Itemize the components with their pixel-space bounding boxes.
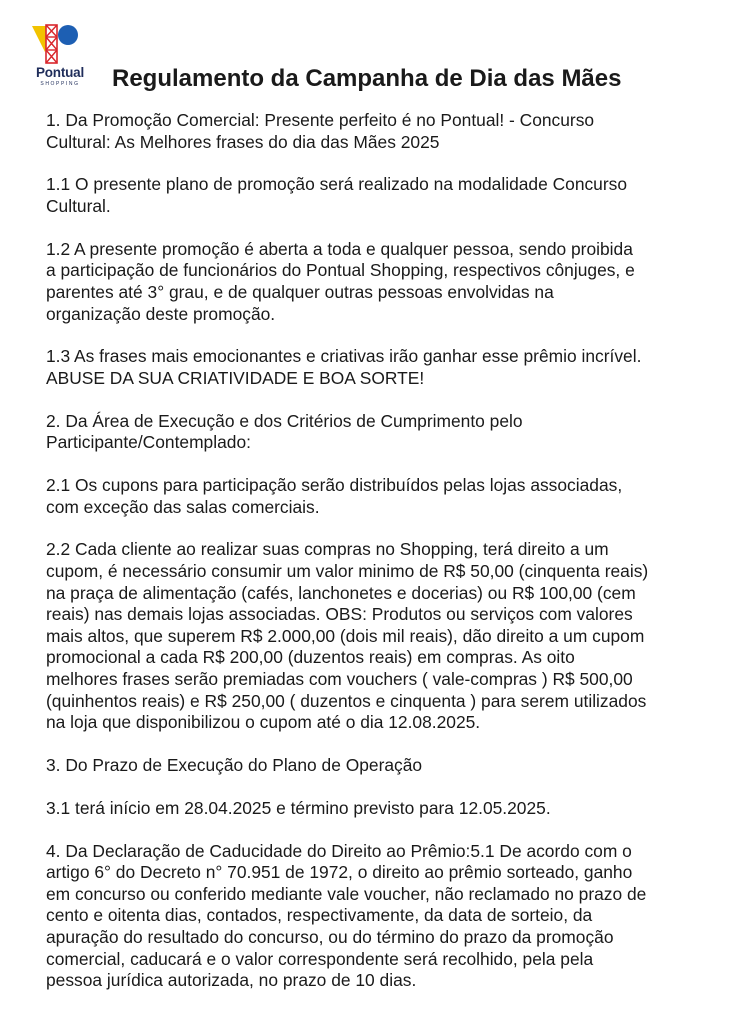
paragraph-1-2: 1.2 A presente promoção é aberta a toda e qualquer pessoa, sendo proibida a participação de funcionários do Pontual Shopping, respectivos cônjuges, e parentes até 3° grau, e de qualquer outras pessoas envolvidas na organização deste promoção.	[46, 238, 635, 324]
paragraph-2-2: 2.2 Cada cliente ao realizar suas compras no Shopping, terá direito a um cupom, é necessário consumir um valor minimo de R$ 50,00 (cinquenta reais) na praça de alimentação (cafés, lanchonetes e docerias) ou R$ 100,00 (cem reais) nas demais lojas associadas. OBS: Produtos ou serviços com valores mais altos, que superem R$ 2.000,00 (dois mil reais), dão direito a um cupom promocional a cada R$ 200,00 (duzentos reais) em compras. As oito melhores frases serão premiadas com vouchers ( vale-compras ) R$ 500,00 (quinhentos reais) e R$ 250,00 ( duzentos e cinquenta ) para serem utilizados na loja que disponibilizou o cupom até o dia 12.08.2025.	[46, 539, 649, 733]
document-header	[0, 0, 742, 105]
paragraph-1-3: 1.3 As frases mais emocionantes e criativas irão ganhar esse prêmio incrível. ABUSE DA SUA CRIATIVIDADE E BOA SORTE!	[46, 346, 642, 388]
logo-mark-icon	[32, 24, 88, 64]
paragraph-1-1: 1.1 O presente plano de promoção será realizado na modalidade Concurso Cultural.	[46, 174, 628, 216]
pontual-shopping-logo	[28, 24, 92, 96]
logo-name: Pontual	[35, 65, 85, 80]
paragraph-4: 4. Da Declaração de Caducidade do Direito ao Prêmio:5.1 De acordo com o artigo 6° do Decreto n° 70.951 de 1972, o direito ao prêmio sorteado, ganho em concurso ou conferido mediante vale voucher, não reclamado no prazo de cento e oitenta dias, contados, respectivamente, da data de sorteio, da apuração do resultado do concurso, ou do término do prazo da promoção comercial, caducará e o valor correspondente será recolhido, pela pela pessoa jurídica autorizada, no prazo de 10 dias.	[46, 840, 647, 991]
paragraph-1: 1. Da Promoção Comercial: Presente perfeito é no Pontual! - Concurso Cultural: As Melhores frases do dia das Mães 2025	[46, 110, 595, 152]
page-title: Regulamento da Campanha de Dia das Mães	[112, 65, 622, 92]
paragraph-3-1: 3.1 terá início em 28.04.2025 e término previsto para 12.05.2025.	[46, 797, 551, 818]
paragraph-2: 2. Da Área de Execução e dos Critérios de Cumprimento pelo Participante/Contemplado:	[46, 410, 523, 453]
paragraph-3: 3. Do Prazo de Execução do Plano de Operação	[46, 754, 423, 775]
regulation-body	[46, 110, 718, 1013]
paragraph-2-1: 2.1 Os cupons para participação serão distribuídos pelas lojas associadas, com exceção das salas comerciais.	[46, 475, 623, 517]
logo-tagline: SHOPPING	[40, 81, 80, 87]
